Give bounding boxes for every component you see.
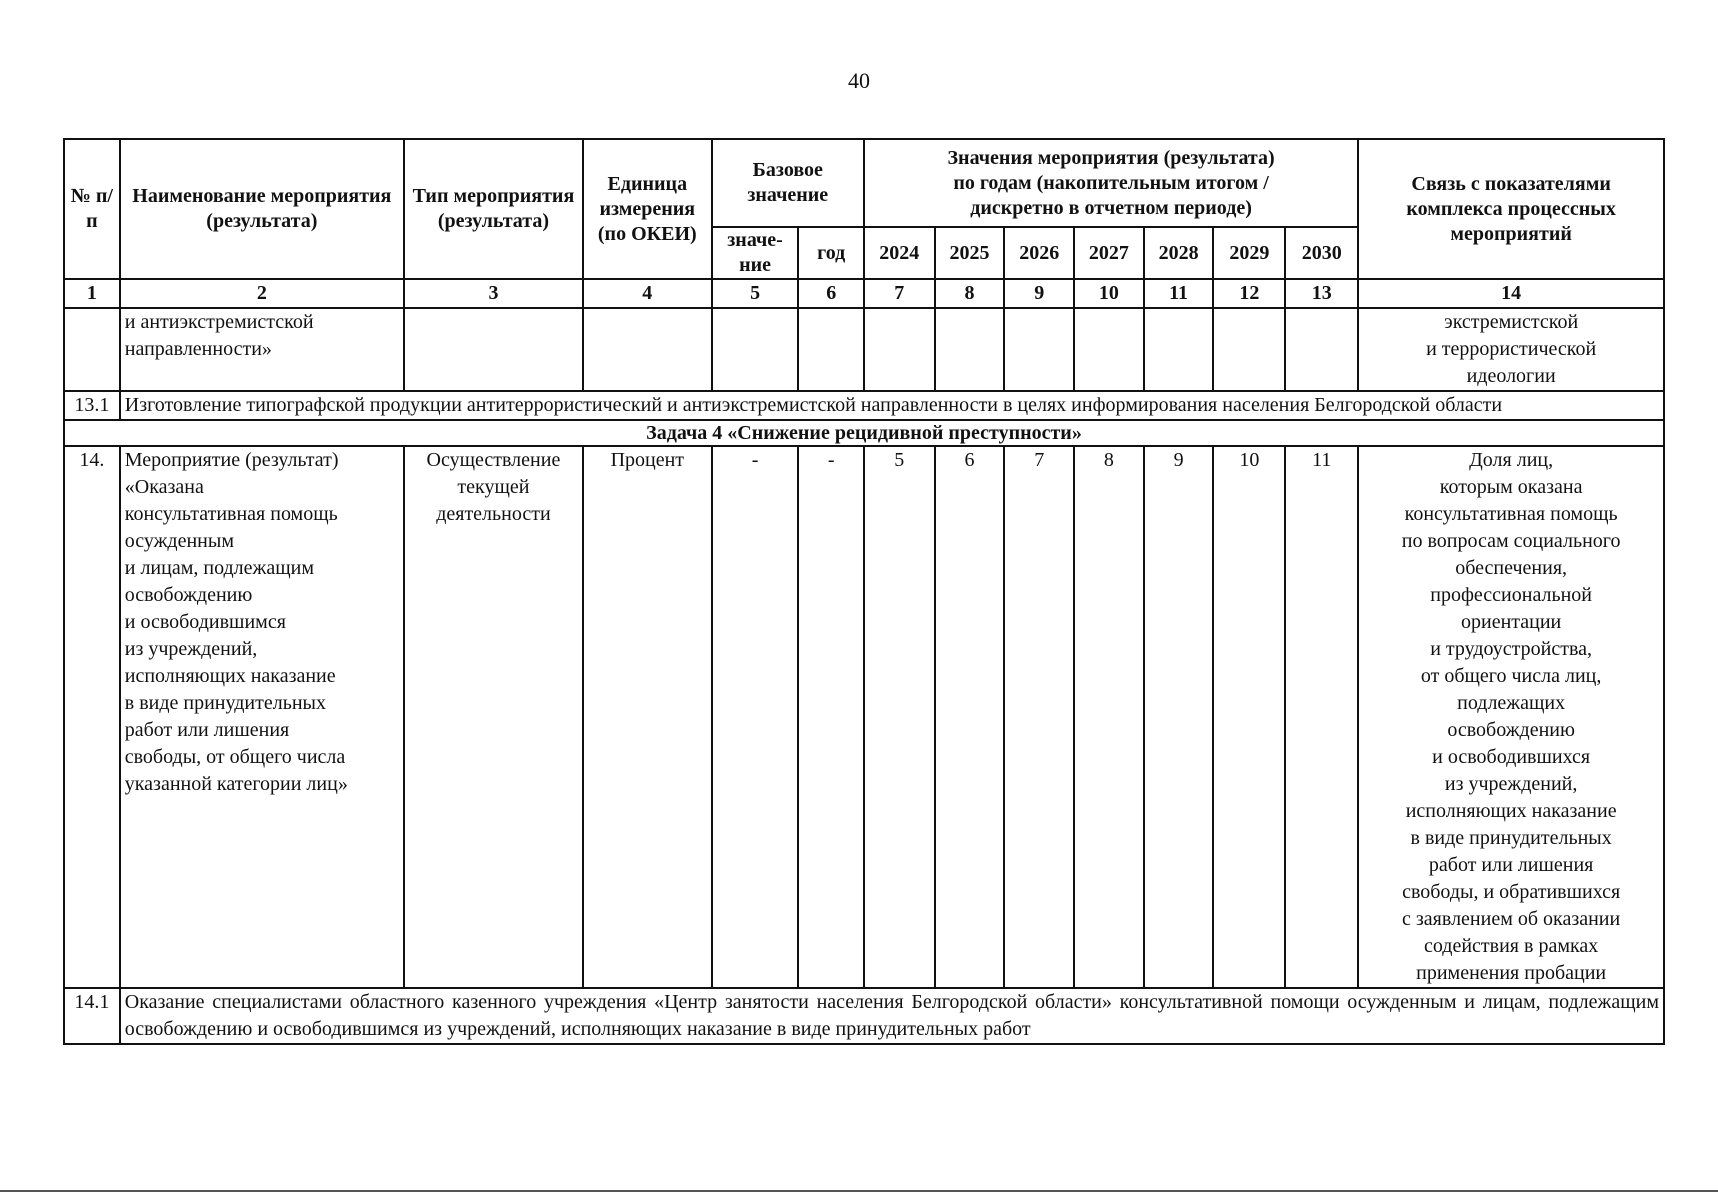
- page-number: 40: [848, 68, 870, 93]
- column-number: 5: [712, 279, 799, 308]
- header-type: Тип мероприятия (результата): [404, 139, 583, 279]
- header-year: 2026: [1004, 227, 1074, 279]
- row-14-type: Осуществление текущей деятельности: [404, 446, 583, 988]
- row-14-1: [64, 988, 1664, 1044]
- header-year: 2030: [1285, 227, 1358, 279]
- cont-link: экстремистской и террористической идеологии: [1358, 308, 1664, 391]
- row-14-name: Мероприятие (результат) «Оказана консультативная помощь осужденным и лицам, подлежащим освобождению и освободившимся из учреждений, исполняющих наказание в виде принудительных работ или лишения свободы, от общего числа указанной категории лиц»: [120, 446, 404, 988]
- column-number: 1: [64, 279, 120, 308]
- row-14-unit: Процент: [583, 446, 712, 988]
- row-13-1: [64, 391, 1664, 420]
- header-row: [64, 139, 1664, 227]
- header-year: 2024: [864, 227, 935, 279]
- row-14-value: 11: [1285, 446, 1358, 988]
- row-14-value: 9: [1144, 446, 1214, 988]
- header-base-value: значе-ние: [712, 227, 799, 279]
- column-number: 9: [1004, 279, 1074, 308]
- column-number: 4: [583, 279, 712, 308]
- row-14: [64, 446, 1664, 988]
- header-year: 2027: [1074, 227, 1144, 279]
- row-number: 13.1: [64, 391, 120, 420]
- header-name: Наименование мероприятия (результата): [120, 139, 404, 279]
- row-14-value: 8: [1074, 446, 1144, 988]
- header-num: № п/п: [64, 139, 120, 279]
- column-number: 11: [1144, 279, 1214, 308]
- header-base: Базовое значение: [712, 139, 864, 227]
- header-values: [864, 139, 1358, 227]
- row-14-link: Доля лиц, которым оказана консультативная помощь по вопросам социального обеспечения, профессиональной ориентации и трудоустройства, от общего числа лиц, подлежащих освобождению и освободившихся из учреждений, исполняющих наказание в виде принудительных работ или лишения свободы, и обратившихся с заявлением об оказании содействия в рамках применения пробации: [1358, 446, 1664, 988]
- row-text: Изготовление типографской продукции антитеррористический и антиэкстремистской направленности в целях информирования населения Белгородской области: [120, 391, 1664, 420]
- header-year: 2028: [1144, 227, 1214, 279]
- task-heading: Задача 4 «Снижение рецидивной преступности»: [64, 420, 1664, 446]
- column-number: 10: [1074, 279, 1144, 308]
- row-number: 14.1: [64, 988, 120, 1044]
- row-text: Оказание специалистами областного казенного учреждения «Центр занятости населения Белгородской области» консультативной помощи осужденным и лицам, подлежащим освобождению и освободившимся из учреждений, исполняющих наказание в виде принудительных работ: [120, 988, 1664, 1044]
- column-number: 12: [1213, 279, 1285, 308]
- cont-name: и антиэкстремистской направленности»: [120, 308, 404, 391]
- header-link: Связь с показателями комплекса процессных мероприятий: [1358, 139, 1664, 279]
- column-number: 7: [864, 279, 935, 308]
- column-number: 13: [1285, 279, 1358, 308]
- column-number: 8: [935, 279, 1005, 308]
- row-14-value: 5: [864, 446, 935, 988]
- header-year: 2025: [935, 227, 1005, 279]
- row-14-value: 6: [935, 446, 1005, 988]
- header-year: 2029: [1213, 227, 1285, 279]
- column-number: 2: [120, 279, 404, 308]
- measures-table: [63, 138, 1665, 1045]
- column-number: 3: [404, 279, 583, 308]
- page-bottom-rule: [0, 1190, 1718, 1192]
- column-number: 14: [1358, 279, 1664, 308]
- row-number: 14.: [64, 446, 120, 988]
- row-14-value: 10: [1213, 446, 1285, 988]
- row-14-base-value: -: [712, 446, 799, 988]
- header-base-year: год: [798, 227, 863, 279]
- row-14-value: 7: [1004, 446, 1074, 988]
- header-values-line1: Значения мероприятия (результата): [947, 146, 1275, 169]
- row-14-base-year: -: [798, 446, 863, 988]
- header-unit: Единица измерения (по ОКЕИ): [583, 139, 712, 279]
- task-row: [64, 420, 1664, 446]
- header-values-line3: дискретно в отчетном периоде): [970, 196, 1252, 219]
- header-values-line2: по годам (накопительным итогом /: [953, 171, 1269, 194]
- column-number: 6: [798, 279, 863, 308]
- column-numbers-row: [64, 279, 1664, 308]
- continuation-row: [64, 308, 1664, 391]
